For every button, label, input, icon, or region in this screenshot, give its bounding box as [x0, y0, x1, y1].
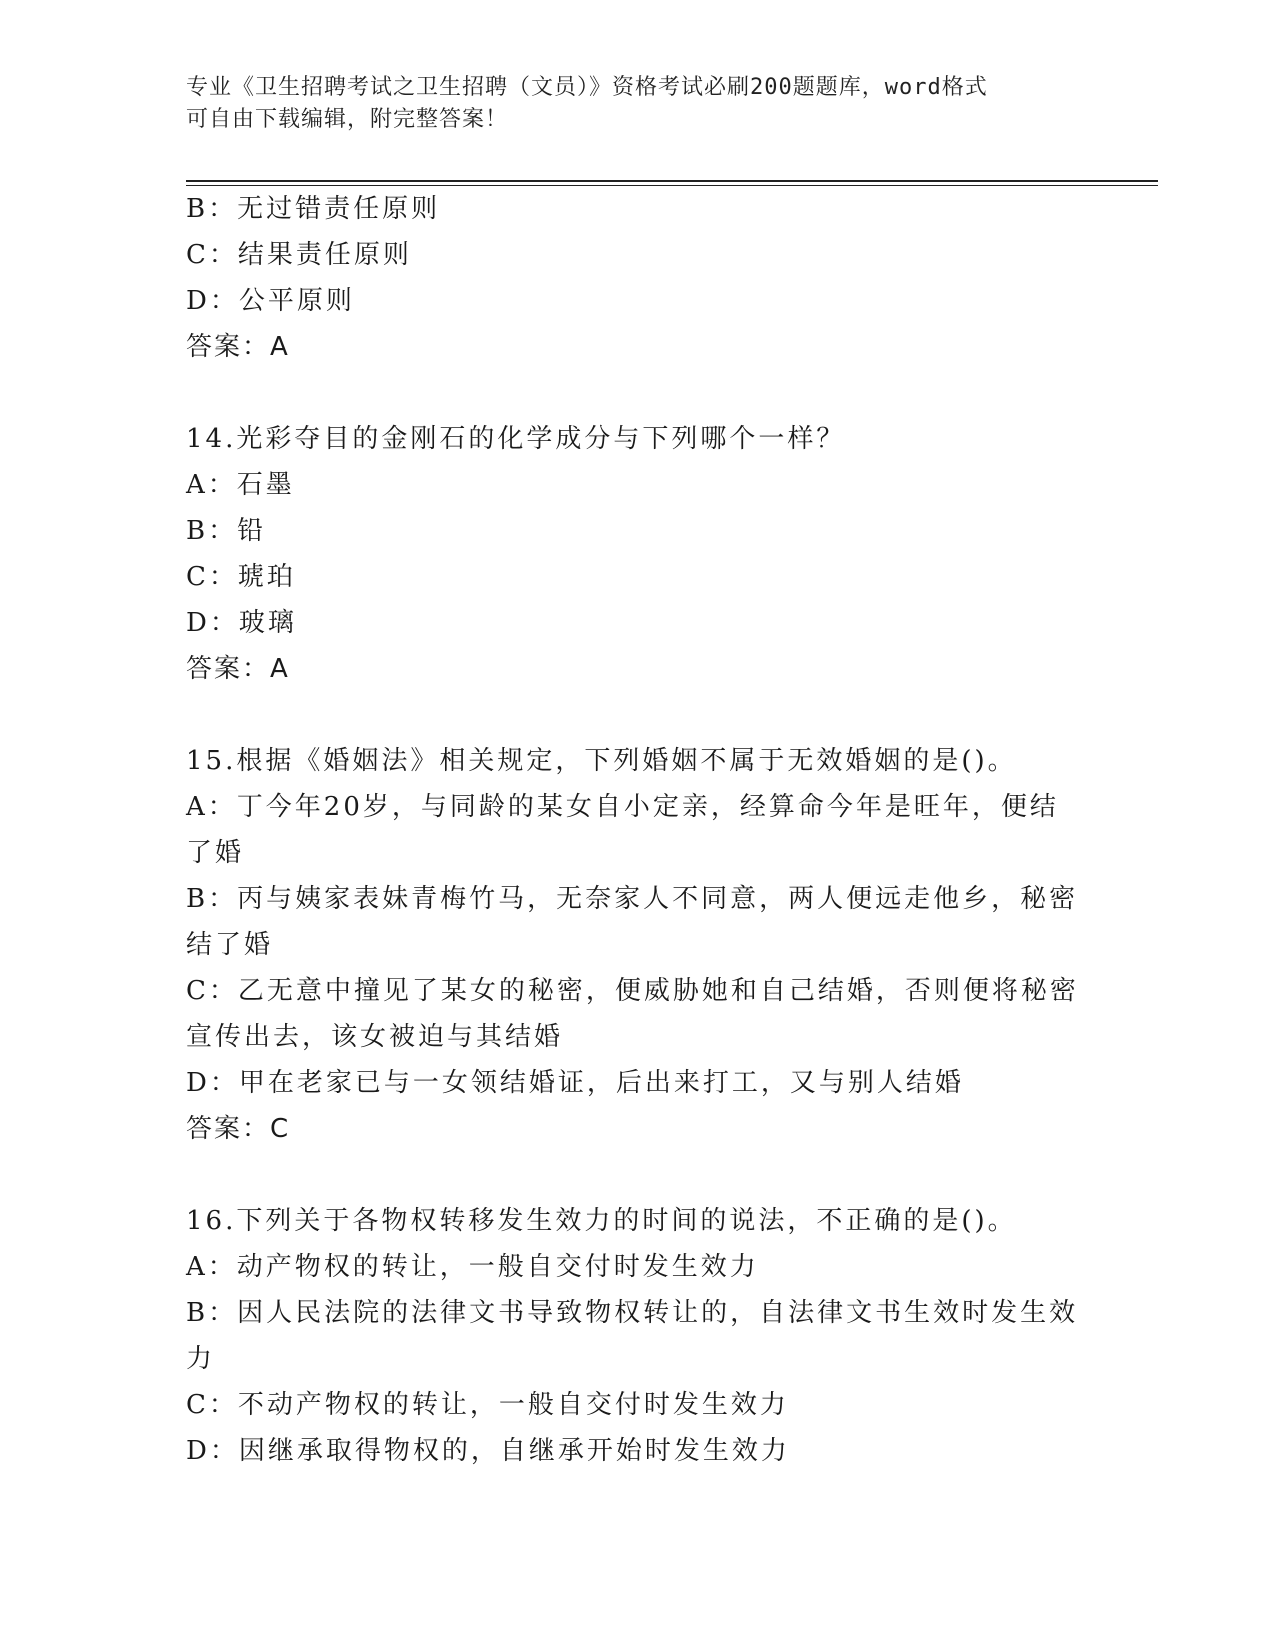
option-d: D：因继承取得物权的，自继承开始时发生效力: [186, 1436, 790, 1466]
question-15: [186, 738, 1086, 1152]
option-a: A：丁今年20岁，与同龄的某女自小定亲，经算命今年是旺年，便结了婚: [186, 792, 1059, 868]
spacer: [186, 370, 1086, 416]
spacer: [186, 692, 1086, 738]
answer: 答案：A: [186, 654, 290, 684]
spacer: [186, 1152, 1086, 1198]
option-d: D：玻璃: [186, 608, 297, 638]
question-16: [186, 1198, 1086, 1474]
option-c: C：结果责任原则: [186, 240, 412, 270]
option-d: D：甲在老家已与一女领结婚证，后出来打工，又与别人结婚: [186, 1068, 964, 1098]
option-c: C：不动产物权的转让，一般自交付时发生效力: [186, 1390, 789, 1420]
question-14: [186, 416, 1086, 692]
option-b: B：铅: [186, 516, 267, 546]
document-header: [186, 72, 1076, 136]
question-text: 14.光彩夺目的金刚石的化学成分与下列哪个一样？: [186, 424, 846, 454]
option-c: C：琥珀: [186, 562, 296, 592]
answer: 答案：A: [186, 332, 290, 362]
option-d: D：公平原则: [186, 286, 355, 316]
header-line-1: 专业《卫生招聘考试之卫生招聘（文员）》资格考试必刷200题题库，word格式: [186, 75, 988, 100]
question-list: [186, 186, 1086, 1474]
question-text: 16.下列关于各物权转移发生效力的时间的说法，不正确的是()。: [186, 1206, 1017, 1236]
option-b: B：因人民法院的法律文书导致物权转让的，自法律文书生效时发生效力: [186, 1298, 1079, 1374]
option-b: B：丙与姨家表妹青梅竹马，无奈家人不同意，两人便远走他乡，秘密结了婚: [186, 884, 1079, 960]
option-b: B：无过错责任原则: [186, 194, 441, 224]
header-line-2: 可自由下载编辑，附完整答案！: [186, 107, 509, 132]
option-a: A：动产物权的转让，一般自交付时发生效力: [186, 1252, 759, 1282]
option-a: A：石墨: [186, 470, 295, 500]
option-c: C：乙无意中撞见了某女的秘密，便威胁她和自己结婚，否则便将秘密宣传出去，该女被迫与其结婚: [186, 976, 1079, 1052]
answer: 答案：C: [186, 1114, 291, 1144]
question-text: 15.根据《婚姻法》相关规定，下列婚姻不属于无效婚姻的是()。: [186, 746, 1017, 776]
question-13-tail: [186, 186, 1086, 370]
header-divider: [186, 180, 1158, 182]
